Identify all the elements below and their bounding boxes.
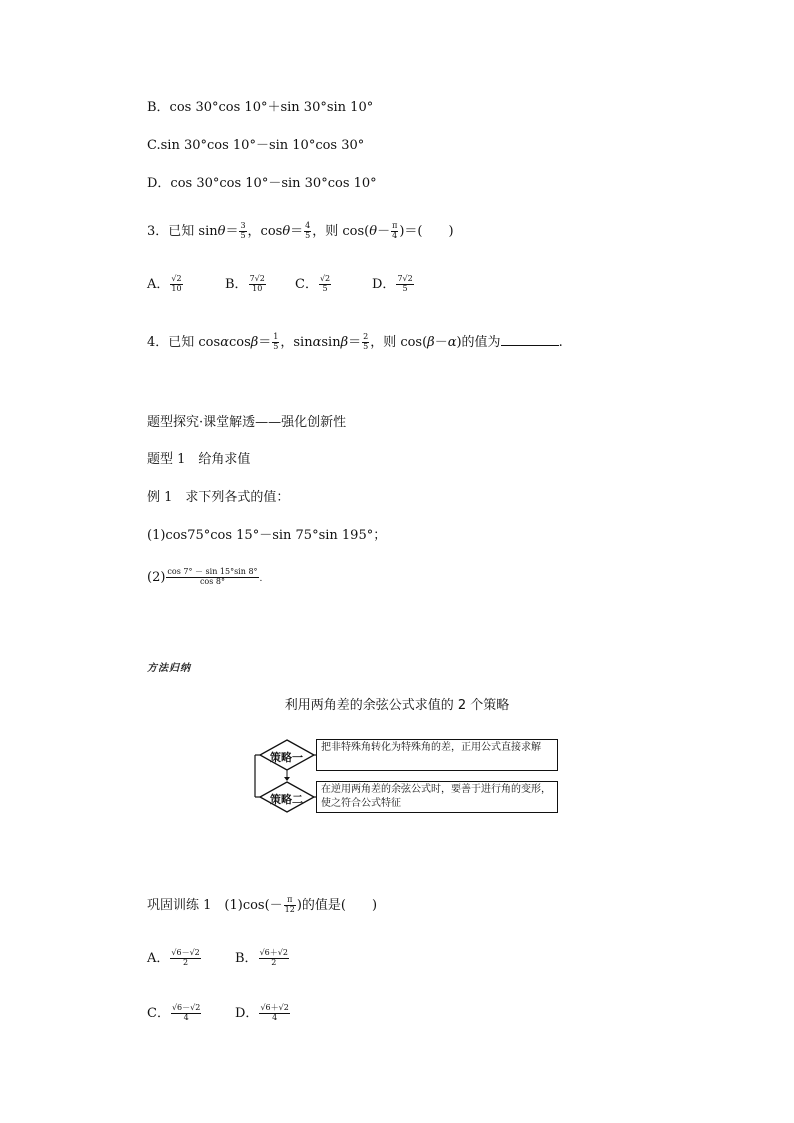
- practice-option-c-den: 4: [171, 1013, 201, 1023]
- q4-eq-1: ＝: [258, 334, 272, 350]
- q3-theta-2: θ: [282, 223, 291, 239]
- q4-period: .: [558, 334, 563, 350]
- q3-option-c-letter: C．: [295, 276, 318, 292]
- q3-theta-3: θ: [369, 223, 378, 239]
- q3-f2-den: 5: [305, 230, 311, 240]
- practice1-f-den: 12: [284, 904, 295, 914]
- q3-mid2: ，则 cos(: [312, 223, 370, 239]
- strategy-1-label: 策略一: [270, 751, 303, 764]
- q4-f1-num: 1: [273, 332, 279, 341]
- example-1-part-1: (1)cos75°cos 15°－sin 75°sin 195°；: [147, 528, 387, 543]
- practice-option-a: [147, 949, 235, 968]
- practice1-f-num: π: [287, 895, 293, 904]
- q4-minus: －: [434, 334, 448, 350]
- practice-option-c-num: √6－√2: [171, 1003, 201, 1012]
- practice-option-d-num: √6＋√2: [260, 1003, 289, 1012]
- q4-cos2: cos: [228, 334, 251, 350]
- practice-option-a-den: 2: [170, 958, 200, 968]
- q4-beta-2: β: [340, 334, 349, 350]
- q3-f1-num: 3: [240, 221, 246, 230]
- ex1-part2-end: .: [259, 573, 263, 584]
- q4-f2-num: 2: [363, 332, 369, 341]
- diagram-title: 利用两角差的余弦公式求值的 2 个策略: [284, 698, 510, 713]
- practice-option-c-letter: C．: [147, 1005, 170, 1021]
- q4-f2-den: 5: [363, 341, 369, 351]
- practice-option-b-den: 2: [259, 958, 289, 968]
- practice1-prefix: 巩固训练 1 (1)cos(－: [147, 897, 283, 913]
- q4-alpha-2: α: [312, 334, 322, 350]
- practice-option-b: [235, 949, 290, 968]
- q3-eq-1: ＝: [225, 223, 239, 239]
- q3-option-a-den: 10: [171, 283, 182, 293]
- q3-minus: －: [377, 223, 391, 239]
- option-d: D．cos 30°cos 10°－sin 30°cos 10°: [147, 176, 377, 191]
- q3-f3-den: 4: [392, 230, 398, 240]
- q4-beta-3: β: [427, 334, 435, 350]
- q3-eq-2: ＝: [290, 223, 304, 239]
- practice-option-c: [147, 1004, 235, 1023]
- q4-f1-den: 5: [273, 341, 279, 351]
- option-b: B．cos 30°cos 10°＋sin 30°sin 10°: [147, 100, 374, 115]
- ex1-part2-label: (2): [147, 569, 166, 585]
- section-title: 题型探究·课堂解透——强化创新性: [147, 415, 347, 430]
- practice-option-d-den: 4: [259, 1013, 289, 1023]
- q3-prefix: 3．已知 sin: [147, 223, 218, 239]
- strategy-1-box: 把非特殊角转化为特殊角的差，正用公式直接求解: [316, 739, 558, 771]
- q3-option-b-den: 10: [249, 284, 266, 294]
- q3-option-d-num: 7√2: [397, 274, 413, 283]
- q4-beta-1: β: [250, 334, 259, 350]
- q4-mid: ，sin: [280, 334, 313, 350]
- q3-option-d-letter: D．: [372, 276, 396, 292]
- q3-option-d-den: 5: [396, 284, 413, 294]
- ex1-part2-num: cos 7° － sin 15°sin 8°: [167, 567, 258, 576]
- option-c: C.sin 30°cos 10°－sin 10°cos 30°: [147, 138, 365, 153]
- practice-option-a-num: √6－√2: [171, 948, 200, 957]
- q4-suffix: )的值为: [456, 334, 501, 350]
- practice-option-b-letter: B．: [235, 950, 258, 966]
- q3-option-a-num: √2: [171, 274, 182, 283]
- method-summary-tag: 方法归纳: [147, 663, 191, 674]
- down-arrow-head: [284, 777, 290, 781]
- ex1-part2-den: cos 8°: [166, 577, 258, 587]
- q4-prefix: 4．已知 cos: [147, 334, 221, 350]
- practice-option-a-frac: [170, 949, 200, 968]
- practice1-suffix: )的值是( ): [296, 897, 378, 913]
- q3-f2-num: 4: [305, 221, 311, 230]
- practice-option-d-frac: [259, 1004, 289, 1023]
- practice-option-b-num: √6＋√2: [259, 948, 288, 957]
- practice-option-d-letter: D．: [235, 1005, 259, 1021]
- q3-mid: ，cos: [247, 223, 283, 239]
- q3-option-b-num: 7√2: [249, 274, 265, 283]
- strategy-2-box: 在逆用两角差的余弦公式时，要善于进行角的变形，使之符合公式特征: [316, 781, 558, 813]
- type-1-heading: 题型 1 给角求值: [147, 452, 251, 467]
- example-1: 例 1 求下列各式的值：: [147, 490, 290, 505]
- q3-option-c-den: 5: [319, 284, 331, 294]
- practice-options-row-1: [147, 949, 290, 968]
- q4-alpha-1: α: [220, 334, 229, 350]
- practice-option-b-frac: [259, 949, 289, 968]
- q3-option-c-num: √2: [319, 274, 331, 283]
- q3-option-b-letter: B．: [225, 276, 248, 292]
- practice-option-c-frac: [171, 1004, 201, 1023]
- q4-mid2: ，则 cos(: [370, 334, 428, 350]
- q4-eq-2: ＝: [348, 334, 362, 350]
- q3-f3-num: π: [392, 221, 398, 230]
- q4-alpha-3: α: [447, 334, 457, 350]
- q3-suffix: )＝( ): [399, 223, 454, 239]
- q4-sin2: sin: [321, 334, 341, 350]
- practice-option-d: [235, 1004, 291, 1023]
- q3-f1-den: 5: [240, 230, 246, 240]
- practice1-fraction: [284, 896, 296, 915]
- practice-option-a-letter: A．: [147, 950, 170, 966]
- practice-1: [147, 896, 377, 915]
- q3-theta-1: θ: [217, 223, 226, 239]
- practice-options-row-2: [147, 1004, 291, 1023]
- q3-option-a-letter: A．: [147, 276, 170, 292]
- strategy-2-label: 策略二: [270, 793, 303, 806]
